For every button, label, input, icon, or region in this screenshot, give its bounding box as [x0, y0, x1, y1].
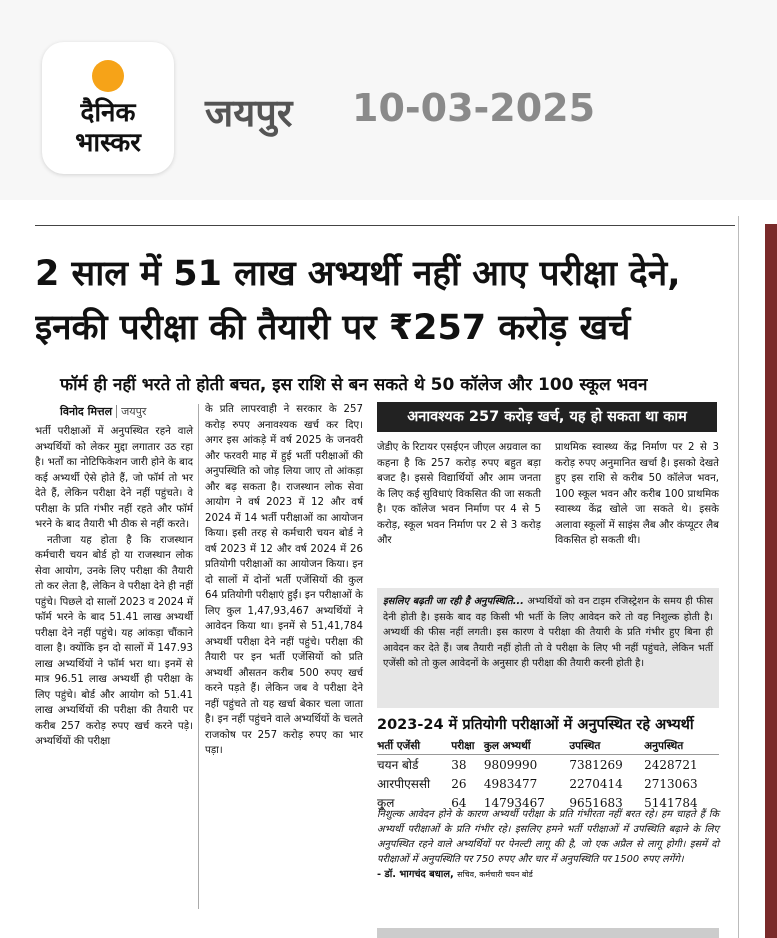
- table-cell: 64: [451, 795, 467, 810]
- table-header: कुल अभ्यर्थी: [484, 738, 570, 755]
- table-row: [377, 755, 719, 775]
- article-paragraph: के प्रति लापरवाही ने सरकार के 257 करोड़ रुपए अनावश्यक खर्च कर दिए। अगर इस आंकड़े में वर्ष 2025 के जनवरी और फरवरी माह में हुई भर्ती परीक्षाओं की अनुपस्थिति को जोड़ लिया जाए तो आंकड़ा और बढ़ सकता है। राजस्थान लोक सेवा आयोग ने वर्ष 2023 में 12 और वर्ष 2024 में 14 भर्ती परीक्षाओं का आयोजन किया। इसी तरह से कर्मचारी चयन बोर्ड ने वर्ष 2023 में 12 और वर्ष 2024 में 26 प्रतियोगी परीक्षाओं का आयोजन किया। इन दो सालों में दोनों भर्ती एजेंसियों की कुल 64 प्रतियोगी परीक्षाएं हुईं। इन परीक्षाओं के लिए कुल 1,47,93,467 अभ्यर्थियों ने आवेदन किया था। इनमें से 51,41,784 अभ्यर्थी परीक्षा देने नहीं पहुंचे। परीक्षा की तैयारी पर इन भर्ती एजेंसियों को प्रति अभ्यर्थी औसतन करीब 500 रुपए खर्च करने पड़ते हैं। लेकिन जब वे परीक्षा देने नहीं पहुंचते तो यह खर्चा बेकार चला जाता है। इन नहीं पहुंचने वाले अभ्यर्थियों के चलते राजकोष पर 257 करोड़ रुपए का भार पड़ा।: [205, 404, 363, 756]
- table-header: उपस्थित: [569, 738, 644, 755]
- headline-line2: इनकी परीक्षा की तैयारी पर ₹257 करोड़ खर्च: [35, 308, 631, 348]
- table-cell: 14793467: [483, 795, 545, 810]
- table-cell: 26: [451, 776, 467, 791]
- table-cell: चयन बोर्ड: [377, 758, 419, 772]
- absentee-table: [377, 738, 719, 812]
- article-column-1: [35, 424, 193, 750]
- article-paragraph: भर्ती परीक्षाओं में अनुपस्थित रहने वाले अभ्यर्थियों को लेकर मुद्दा लगातार उठ रहा है। भर्तों का नोटिफिकेशन जारी होने के बाद कई अभ्यर्थी ऐसे होते हैं, जो फॉर्म तो भर देते हैं, लेकिन परीक्षा देने नहीं पहुंचते। वे परीक्षा के प्रति गंभीर नहीं रहते और फॉर्म भरने के बाद तैयारी भी ठीक से नहीं करते।: [35, 426, 193, 530]
- table-header: अनुपस्थित: [644, 738, 719, 755]
- edition-city: जयपुर: [205, 91, 293, 135]
- quote-author-name: - डॉ. भागचंद बधाल,: [377, 869, 454, 880]
- table-cell: 7381269: [569, 757, 623, 772]
- info-box: [377, 588, 719, 708]
- table-cell: 38: [451, 757, 467, 772]
- next-box-cutoff: [377, 928, 719, 938]
- table-cell: 2428721: [644, 757, 698, 772]
- table-cell: कुल: [377, 796, 395, 810]
- logo-text-line2: भास्कर: [75, 128, 141, 158]
- table-cell: 2713063: [644, 776, 698, 791]
- table-cell: आरपीएससी: [377, 777, 431, 791]
- top-rule: [35, 225, 735, 226]
- table-header: परीक्षा: [451, 738, 484, 755]
- table-cell: 5141784: [644, 795, 698, 810]
- table-cell: 9651683: [569, 795, 623, 810]
- headline-line1: 2 साल में 51 लाख अभ्यर्थी नहीं आए परीक्षा देने,: [35, 254, 681, 294]
- info-text: अभ्यर्थियों को वन टाइम रजिस्ट्रेशन के समय ही फीस देनी होती है। इसके बाद वह किसी भी भर्ती के लिए आवेदन करे तो वह निशुल्क होती है। अभ्यर्थी की फीस नहीं लगती। इस कारण वे परीक्षा की तैयारी के प्रति गंभीर हुए बिना ही आवेदन कर देते हैं। जब तैयारी नहीं होती तो वे परीक्षा के लिए भी नहीं पहुंचते, लेकिन भर्ती एजेंसी को तो कुल आवेदनों के अनुसार ही परीक्षा की तैयारी करनी होती है।: [383, 596, 713, 669]
- table-row: [377, 774, 719, 793]
- quote-author-role: सचिव, कर्मचारी चयन बोर्ड: [457, 870, 533, 879]
- box-paragraph: प्राथमिक स्वास्थ्य केंद्र निर्माण पर 2 से 3 करोड़ रुपए अनुमानित खर्चा है। इसको देखते हुए इस राशि से करीब 50 कॉलेज भवन, 100 स्कूल भवन और करीब 100 प्राथमिक स्वास्थ्य केंद्र खोले जा सकते थे। इसके अलावा स्कूलों में साइंस लैब और कंप्यूटर लैब विकसित हो सकती थी।: [555, 442, 719, 546]
- byline: [60, 404, 146, 419]
- box-column-2: [555, 440, 719, 549]
- next-page-edge[interactable]: [738, 216, 777, 938]
- app-header: [0, 0, 777, 200]
- sub-headline: फॉर्म ही नहीं भरते तो होती बचत, इस राशि से बन सकते थे 50 कॉलेज और 100 स्कूल भवन: [60, 375, 648, 395]
- next-story-cutoff: [35, 928, 195, 938]
- table-title: 2023-24 में प्रतियोगी परीक्षाओं में अनुपस्थित रहे अभ्यर्थी: [377, 717, 694, 733]
- official-quote: [377, 807, 719, 882]
- edition-date: 10-03-2025: [352, 86, 596, 130]
- next-page-strip: [765, 224, 777, 938]
- article-column-2: [205, 402, 363, 759]
- table-cell: 9809990: [483, 757, 538, 772]
- quote-author: [377, 867, 719, 882]
- article-paragraph: नतीजा यह होता है कि राजस्थान कर्मचारी चयन बोर्ड हो या राजस्थान लोक सेवा आयोग, उनके लिए परीक्षा की तैयारी तो कर लेता है, लेकिन वे परीक्षा देने ही नहीं पहुंचे। पिछले दो सालों 2023 व 2024 में फॉर्म भरने के बाद 51.41 लाख अभ्यर्थी परीक्षा देने नहीं पहुंचे। यह आंकड़ा चौंकाने वाला है। क्योंकि इन दो सालों में 147.93 लाख अभ्यर्थियों ने फॉर्म भरा था। इनमें से मात्र 96.51 लाख अभ्यर्थी ही परीक्षा के लिए पहुंचे। बोर्ड और आयोग को 51.41 लाख अभ्यर्थियों की परीक्षा की तैयारी पर करीब 257 करोड़ रुपए खर्च करने पड़े। अभ्यर्थियों की परीक्षा: [35, 534, 193, 747]
- dainik-bhaskar-logo[interactable]: [42, 42, 174, 174]
- column-divider: [198, 404, 199, 909]
- info-lead: इसलिए बढ़ती जा रही है अनुपस्थिति...: [383, 596, 524, 607]
- box-title: अनावश्यक 257 करोड़ खर्च, यह हो सकता था काम: [377, 402, 717, 432]
- box-column-1: [377, 440, 541, 549]
- table-header: भर्ती एजेंसी: [377, 738, 451, 755]
- sun-icon: [92, 60, 124, 92]
- box-paragraph: जेडीए के रिटायर एसईएन जीएल अग्रवाल का कहना है कि 257 करोड़ रुपए बहुत बड़ा बजट है। इससे विद्यार्थियों और आम जनता के लिए कई सुविधाएं विकसित की जा सकती है। एक कॉलेज भवन निर्माण पर 4 से 5 करोड़, स्कूल भवन निर्माण पर 2 से 3 करोड़ और: [377, 442, 541, 546]
- byline-name: विनोद मित्तल: [60, 405, 113, 418]
- logo-text-line1: दैनिक: [80, 98, 136, 128]
- byline-city: जयपुर: [116, 405, 146, 418]
- next-story-cutoff: [205, 928, 365, 938]
- table-cell: 4983477: [483, 776, 538, 791]
- quote-text: निशुल्क आवेदन होने के कारण अभ्यर्थी परीक्षा के प्रति गंभीरता नहीं बरत रहे। हम चाहते हैं कि अभ्यर्थी परीक्षाओं के प्रति गंभीर रहे। इसलिए हमने भर्ती परीक्षाओं में उपस्थिति बढ़ाने के लिए अनुपस्थित रहने वाले अभ्यर्थियों पर पेनल्टी लागू की है, जो एक अप्रैल से लागू होगी। इसमें दो परीक्षाओं में अनुपस्थिति पर 750 रुपए और चार में अनुपस्थिति पर 1500 रुपए लगेंगे।: [377, 809, 719, 865]
- table-cell: 2270414: [569, 776, 623, 791]
